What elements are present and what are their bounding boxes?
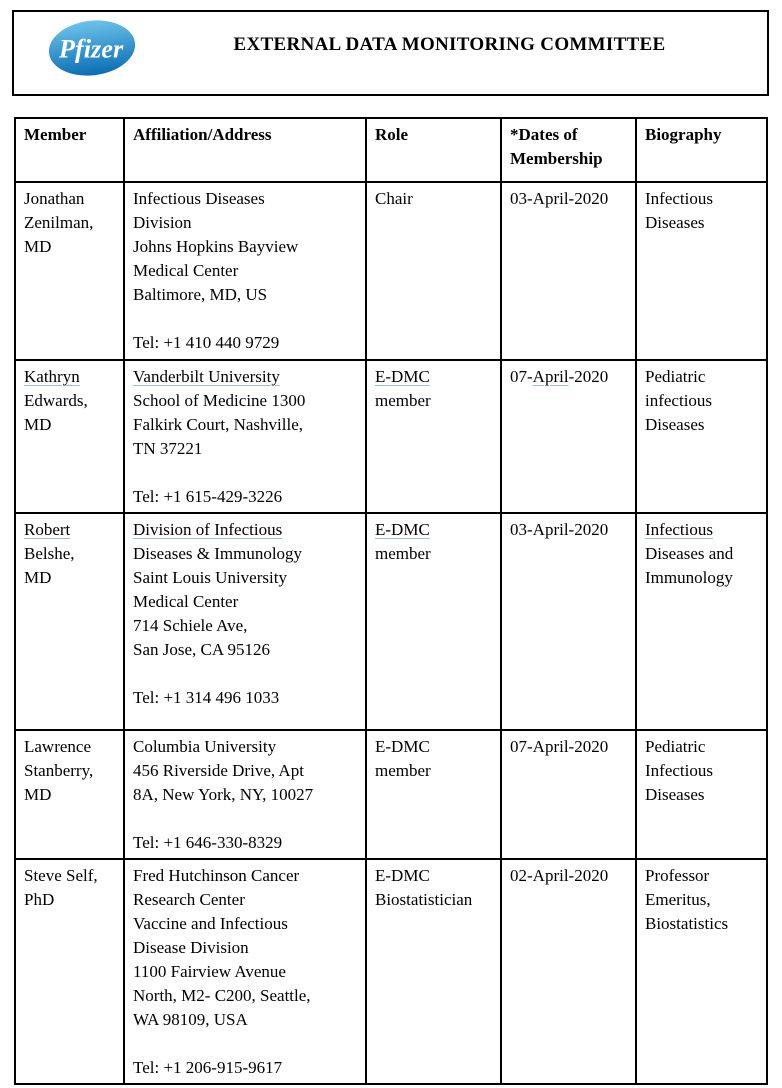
pfizer-logo	[44, 16, 140, 80]
text-line: 1100 Fairview Avenue	[133, 962, 286, 981]
underlined-text: E-DMC	[375, 367, 430, 386]
text-line: Biostatistician	[375, 890, 473, 909]
cell-member	[15, 360, 124, 513]
text-line: San Jose, CA 95126	[133, 640, 270, 659]
text-line: member	[375, 391, 431, 410]
text-line: Vaccine and Infectious	[133, 914, 288, 933]
text-line: Baltimore, MD, US	[133, 285, 268, 304]
text-line	[375, 518, 494, 542]
text-line: Lawrence	[24, 737, 92, 756]
cell-role	[366, 730, 501, 859]
document-title: EXTERNAL DATA MONITORING COMMITTEE	[233, 34, 666, 55]
underlined-text: Division of Infectious	[133, 520, 283, 539]
underlined-text: Robert	[24, 520, 71, 539]
underlined-text: April	[532, 367, 569, 386]
table-row	[15, 730, 767, 859]
text-line: Johns Hopkins Bayview	[133, 237, 299, 256]
underlined-text: Infectious	[645, 520, 713, 539]
underlined-text: Kathryn	[24, 367, 80, 386]
text-line: Medical Center	[133, 261, 239, 280]
cell-biography	[636, 513, 767, 730]
cell-affiliation	[124, 360, 366, 513]
text-line: Pediatric	[645, 737, 706, 756]
text-line: TN 37221	[133, 439, 203, 458]
table-row	[15, 513, 767, 730]
text-line: member	[375, 761, 431, 780]
table-row	[15, 360, 767, 513]
cell-role	[366, 513, 501, 730]
text-line: Tel: +1 646-330-8329	[133, 833, 283, 852]
text-line: infectious	[645, 391, 713, 410]
pfizer-logo-text: Pfizer	[58, 34, 124, 64]
text-line: 714 Schiele Ave,	[133, 616, 248, 635]
text-line: School of Medicine 1300	[133, 391, 306, 410]
text-line: MD	[24, 415, 52, 434]
cell-dates	[501, 859, 636, 1084]
cell-dates	[501, 513, 636, 730]
column-header: Member	[15, 118, 124, 182]
text-line	[133, 461, 359, 485]
text-line	[24, 365, 117, 389]
text-line: MD	[24, 785, 52, 804]
text-line: Saint Louis University	[133, 568, 287, 587]
text-line: PhD	[24, 890, 55, 909]
table-header-row	[15, 118, 767, 182]
text-line: MD	[24, 237, 52, 256]
text-line: Stanberry,	[24, 761, 94, 780]
committee-table-body	[15, 182, 767, 1084]
text-line	[645, 518, 760, 542]
cell-member	[15, 513, 124, 730]
cell-member	[15, 859, 124, 1084]
text-line	[375, 365, 494, 389]
text-line: Professor	[645, 866, 710, 885]
cell-affiliation	[124, 182, 366, 360]
text-segment: -2020	[568, 367, 609, 386]
cell-role	[366, 859, 501, 1084]
text-line: 456 Riverside Drive, Apt	[133, 761, 304, 780]
text-line: Columbia University	[133, 737, 277, 756]
text-line: Chair	[375, 189, 413, 208]
text-line: Biostatistics	[645, 914, 729, 933]
text-line: North, M2- C200, Seattle,	[133, 986, 311, 1005]
text-line: Tel: +1 615-429-3226	[133, 487, 283, 506]
cell-affiliation	[124, 730, 366, 859]
cell-biography	[636, 859, 767, 1084]
text-line: Diseases	[645, 415, 705, 434]
table-row	[15, 859, 767, 1084]
text-line: E-DMC	[375, 866, 430, 885]
cell-role	[366, 360, 501, 513]
text-line: member	[375, 544, 431, 563]
cell-biography	[636, 730, 767, 859]
cell-member	[15, 182, 124, 360]
column-header: Biography	[636, 118, 767, 182]
text-line: 03-April-2020	[510, 520, 609, 539]
text-line	[133, 662, 359, 686]
text-line	[510, 365, 629, 389]
cell-biography	[636, 182, 767, 360]
text-line: Infectious Diseases	[133, 189, 265, 208]
text-line: Belshe,	[24, 544, 75, 563]
text-line: Edwards,	[24, 391, 88, 410]
text-line: Medical Center	[133, 592, 239, 611]
text-line: 07-April-2020	[510, 737, 609, 756]
underlined-text: E-DMC	[375, 520, 430, 539]
header-banner	[12, 10, 769, 96]
text-line: Tel: +1 206-915-9617	[133, 1058, 283, 1077]
text-line: Infectious	[645, 189, 713, 208]
column-header: Affiliation/Address	[124, 118, 366, 182]
text-line: 02-April-2020	[510, 866, 609, 885]
cell-biography	[636, 360, 767, 513]
text-line	[133, 307, 359, 331]
text-line: Diseases	[645, 213, 705, 232]
text-segment: 07-	[510, 367, 533, 386]
text-line: Tel: +1 410 440 9729	[133, 333, 280, 352]
text-line: Tel: +1 314 496 1033	[133, 688, 280, 707]
text-line: Zenilman,	[24, 213, 94, 232]
text-line: Disease Division	[133, 938, 249, 957]
committee-table	[14, 117, 768, 1085]
cell-dates	[501, 182, 636, 360]
text-line	[133, 1032, 359, 1056]
text-line	[133, 807, 359, 831]
text-line: Diseases and	[645, 544, 734, 563]
text-line: WA 98109, USA	[133, 1010, 248, 1029]
text-line: Research Center	[133, 890, 245, 909]
text-line: Pediatric	[645, 367, 706, 386]
text-line: Division	[133, 213, 192, 232]
pfizer-logo-icon	[44, 16, 140, 80]
text-line: Jonathan	[24, 189, 85, 208]
text-line	[133, 518, 359, 542]
text-line: Steve Self,	[24, 866, 98, 885]
cell-role	[366, 182, 501, 360]
underlined-text: Vanderbilt University	[133, 367, 280, 386]
text-line: Infectious	[645, 761, 713, 780]
text-line: E-DMC	[375, 737, 430, 756]
cell-member	[15, 730, 124, 859]
text-line: MD	[24, 568, 52, 587]
text-line: Emeritus,	[645, 890, 711, 909]
cell-affiliation	[124, 513, 366, 730]
text-line	[24, 518, 117, 542]
text-line	[133, 365, 359, 389]
table-row	[15, 182, 767, 360]
text-line: Immunology	[645, 568, 733, 587]
text-line: 03-April-2020	[510, 189, 609, 208]
cell-dates	[501, 360, 636, 513]
text-line: Diseases & Immunology	[133, 544, 303, 563]
column-header: *Dates of Membership	[501, 118, 636, 182]
text-line: Fred Hutchinson Cancer	[133, 866, 300, 885]
column-header: Role	[366, 118, 501, 182]
cell-dates	[501, 730, 636, 859]
text-line: Falkirk Court, Nashville,	[133, 415, 303, 434]
text-line: Diseases	[645, 785, 705, 804]
text-line: 8A, New York, NY, 10027	[133, 785, 314, 804]
cell-affiliation	[124, 859, 366, 1084]
